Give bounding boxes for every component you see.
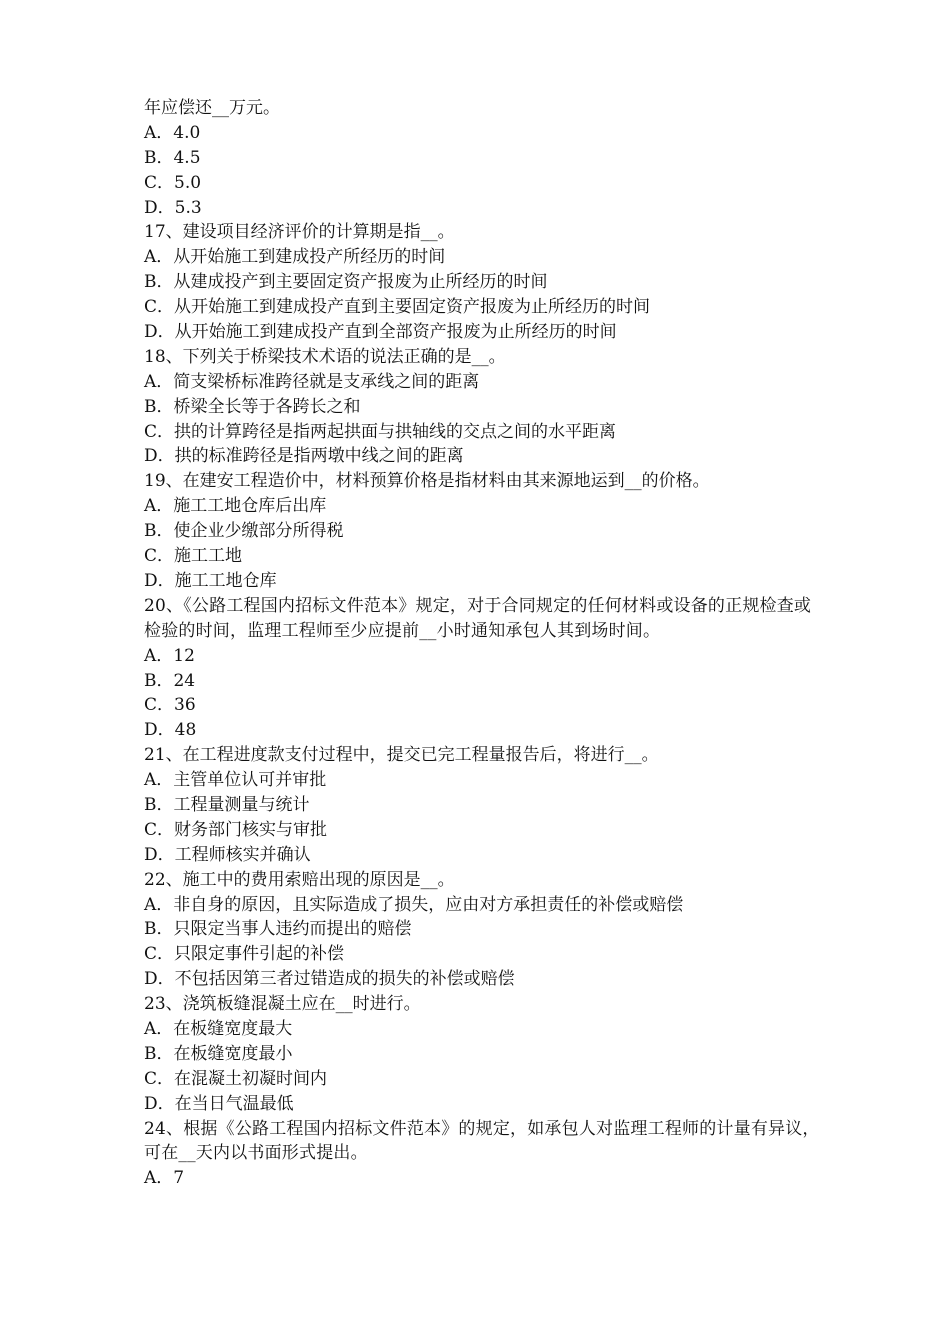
option-21-d: D．工程师核实并确认 [144,844,311,865]
question-23-stem: 23、浇筑板缝混凝土应在__时进行。 [144,994,421,1015]
option-17-c: C．从开始施工到建成投产直到主要固定资产报废为止所经历的时间 [144,297,651,318]
option-20-b: B．24 [144,670,196,691]
option-21-a: A．主管单位认可并审批 [144,770,327,791]
option-20-a: A．12 [144,645,195,666]
option-18-b: B．桥梁全长等于各跨长之和 [144,396,361,417]
option-20-c: C．36 [144,695,196,716]
option-21-c: C．财务部门核实与审批 [144,819,328,840]
option-16-c: C．5.0 [144,172,202,193]
option-23-a: A．在板缝宽度最大 [144,1018,293,1039]
option-22-a: A．非自身的原因，且实际造成了损失，应由对方承担责任的补偿或赔偿 [144,894,684,915]
option-19-c: C．施工工地 [144,546,243,567]
option-23-c: C．在混凝土初凝时间内 [144,1068,328,1089]
option-17-d: D．从开始施工到建成投产直到全部资产报废为止所经历的时间 [144,322,617,343]
option-16-a: A．4.0 [144,122,201,143]
option-19-b: B．使企业少缴部分所得税 [144,521,344,542]
option-22-b: B．只限定当事人违约而提出的赔偿 [144,919,412,940]
option-23-d: D．在当日气温最低 [144,1093,294,1114]
option-16-d: D．5.3 [144,197,202,218]
option-16-b: B．4.5 [144,147,201,168]
option-22-c: C．只限定事件引起的补偿 [144,944,345,965]
document-page [144,96,824,1191]
question-24-stem: 24、根据《公路工程国内招标文件范本》的规定，如承包人对监理工程师的计量有异议，可在__天内以书面形式提出。 [144,1118,820,1164]
question-18-stem: 18、下列关于桥梁技术术语的说法正确的是__。 [144,346,506,367]
option-18-c: C．拱的计算跨径是指两起拱面与拱轴线的交点之间的水平距离 [144,421,617,442]
option-17-a: A．从开始施工到建成投产所经历的时间 [144,247,446,268]
option-23-b: B．在板缝宽度最小 [144,1043,293,1064]
option-19-a: A．施工工地仓库后出库 [144,496,327,517]
option-19-d: D．施工工地仓库 [144,570,277,591]
option-18-a: A．简支梁桥标准跨径就是支承线之间的距离 [144,371,480,392]
option-21-b: B．工程量测量与统计 [144,794,310,815]
option-20-d: D．48 [144,720,197,741]
question-17-stem: 17、建设项目经济评价的计算期是指__。 [144,222,455,243]
question-22-stem: 22、施工中的费用索赔出现的原因是__。 [144,869,455,890]
question-19-stem: 19、在建安工程造价中，材料预算价格是指材料由其来源地运到__的价格。 [144,471,710,492]
option-24-a: A．7 [144,1168,185,1189]
question-20-stem: 20、《公路工程国内招标文件范本》规定，对于合同规定的任何材料或设备的正规检查或检验的时间，监理工程师至少应提前__小时通知承包人其到场时间。 [144,595,812,641]
option-17-b: B．从建成投产到主要固定资产报废为止所经历的时间 [144,272,548,293]
question-16-stem-tail: 年应偿还__万元。 [144,98,280,118]
option-18-d: D．拱的标准跨径是指两墩中线之间的距离 [144,446,464,467]
question-21-stem: 21、在工程进度款支付过程中，提交已完工程量报告后，将进行__。 [144,745,659,766]
option-22-d: D．不包括因第三者过错造成的损失的补偿或赔偿 [144,969,515,990]
